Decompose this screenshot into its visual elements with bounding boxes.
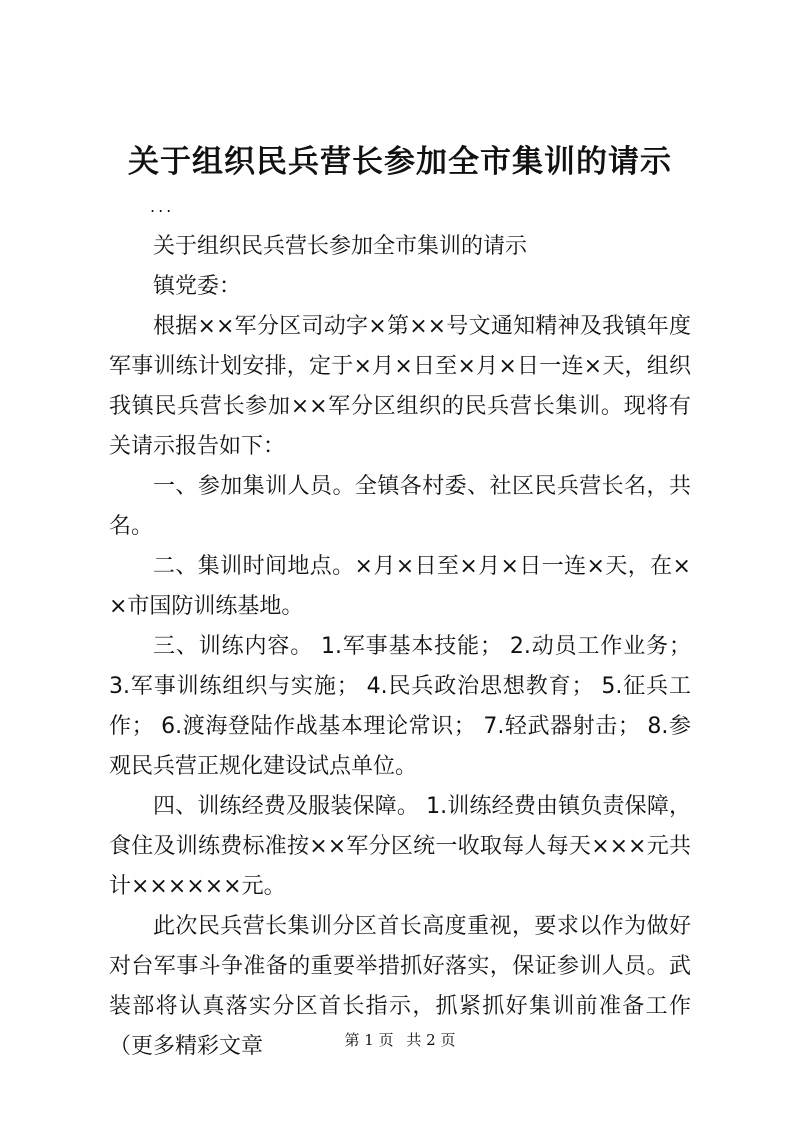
salutation: 镇党委： bbox=[153, 274, 242, 299]
body-paragraph: 四、训练经费及服装保障。 1.训练经费由镇负责保障，食住及训练费标准按××军分区统一收取每人每天×××元共计××××××元。 bbox=[109, 794, 691, 899]
page-total: 共 2 页 bbox=[406, 1031, 456, 1049]
document-title: 关于组织民兵营长参加全市集训的请示 bbox=[128, 144, 672, 180]
page-footer bbox=[0, 1030, 800, 1050]
body-paragraph: 此次民兵营长集训分区首长高度重视，要求以作为做好对台军事斗争准备的重要举措抓好落实，保证参训人员。武装部将认真落实分区首长指示，抓紧抓好集训前准备工作（更多精彩文章 bbox=[109, 914, 691, 1059]
document-body bbox=[109, 227, 691, 1067]
page-number: 第 1 页 bbox=[344, 1031, 394, 1049]
body-paragraph: 根据××军分区司动字×第××号文通知精神及我镇年度军事训练计划安排，定于×月×日至×月×日一连×天，组织我镇民兵营长参加××军分区组织的民兵营长集训。现将有关请示报告如下： bbox=[109, 314, 691, 459]
body-paragraph: 二、集训时间地点。×月×日至×月×日一连×天，在××市国防训练基地。 bbox=[109, 554, 691, 619]
body-heading: 关于组织民兵营长参加全市集训的请示 bbox=[153, 234, 528, 259]
ellipsis-marker: ... bbox=[150, 197, 175, 216]
body-paragraph: 一、参加集训人员。全镇各村委、社区民兵营长名，共名。 bbox=[109, 474, 691, 539]
body-paragraph: 三、训练内容。 1.军事基本技能； 2.动员工作业务； 3.军事训练组织与实施； 4.民兵政治思想教育； 5.征兵工作； 6.渡海登陆作战基本理论常识； 7.轻武器射击； 8.参观民兵营正规化建设试点单位。 bbox=[109, 634, 691, 779]
